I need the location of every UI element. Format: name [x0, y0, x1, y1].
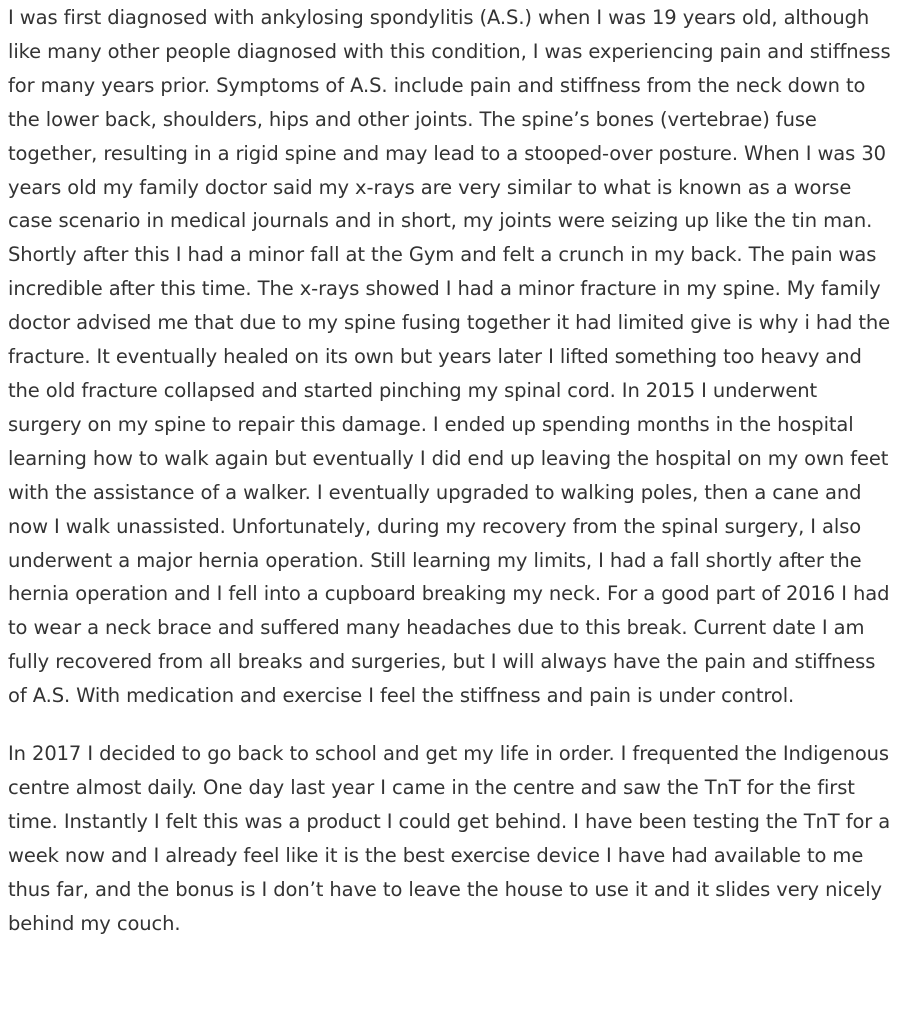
- paragraph-diagnosis-story: I was first diagnosed with ankylosing spondylitis (A.S.) when I was 19 years old, although like many other people diagnosed with this condition, I was experiencing pain and stiffness for many years prior. Symptoms of A.S. include pain and stiffness from the neck down to the lower back, shoulders, hips and other joints. The spine’s bones (vertebrae) fuse together, resulting in a rigid spine and may lead to a stooped-over posture. When I was 30 years old my family doctor said my x-rays are very similar to what is known as a worse case scenario in medical journals and in short, my joints were seizing up like the tin man. Shortly after this I had a minor fall at the Gym and felt a crunch in my back. The pain was incredible after this time. The x-rays showed I had a minor fracture in my spine. My family doctor advised me that due to my spine fusing together it had limited give is why i had the fracture. It eventually healed on its own but years later I lifted something too heavy and the old fracture collapsed and started pinching my spinal cord. In 2015 I underwent surgery on my spine to repair this damage. I ended up spending months in the hospital learning how to walk again but eventually I did end up leaving the hospital on my own feet with the assistance of a walker. I eventually upgraded to walking poles, then a cane and now I walk unassisted. Unfortunately, during my recovery from the spinal surgery, I also underwent a major hernia operation. Still learning my limits, I had a fall shortly after the hernia operation and I fell into a cupboard breaking my neck. For a good part of 2016 I had to wear a neck brace and suffered many headaches due to this break. Current date I am fully recovered from all breaks and surgeries, but I will always have the pain and stiffness of A.S. With medication and exercise I feel the stiffness and pain is under control.: [8, 6, 891, 708]
- paragraph-tnt-experience: In 2017 I decided to go back to school and get my life in order. I frequented the Indigenous centre almost daily. One day last year I came in the centre and saw the TnT for the first time. Instantly I felt this was a product I could get behind. I have been testing the TnT for a week now and I already feel like it is the best exercise device I have had available to me thus far, and the bonus is I don’t have to leave the house to use it and it slides very nicely behind my couch.: [8, 742, 891, 935]
